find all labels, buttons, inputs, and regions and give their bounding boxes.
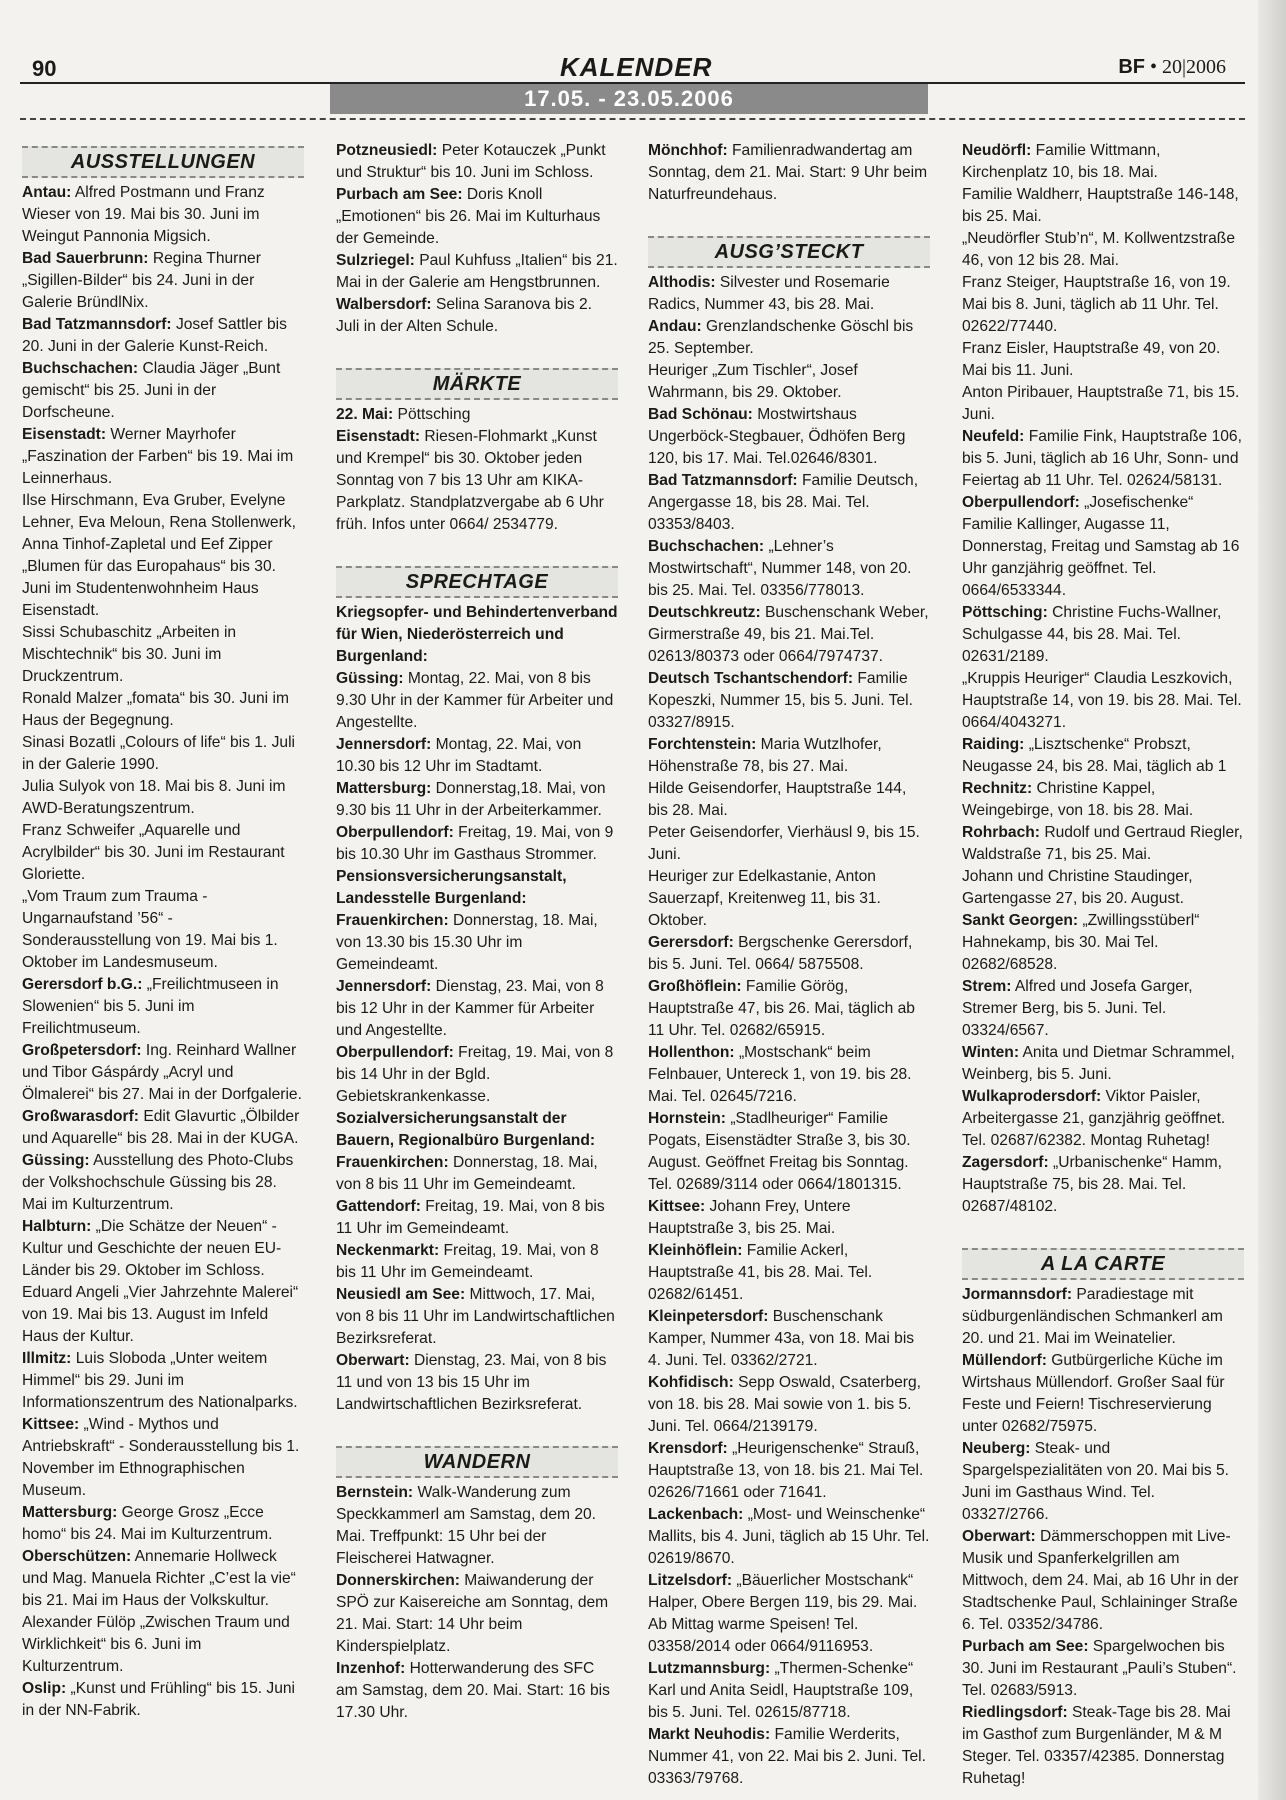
listing-text: „Kunst und Frühling“ bis 15. Juni in der NN-Fabrik. [22, 1680, 296, 1719]
listing-text: Donnerstag, 18. Mai, von 8 bis 11 Uhr im Gemeindeamt. [336, 1154, 598, 1193]
listing-text: Sepp Oswald, Csaterberg, von 18. bis 28. Mai sowie von 1. bis 5. Juni. Tel. 0664/2139179. [648, 1374, 921, 1435]
listing-entry [336, 184, 618, 250]
listing-entry [648, 1196, 930, 1240]
listing-text: Doris Knoll „Emotionen“ bis 26. Mai im Kulturhaus der Gemeinde. [336, 186, 601, 247]
listing-place: Lackenbach: [648, 1506, 744, 1523]
listing-text: Johann und Christine Staudinger, Gartengasse 27, bis 20. August. [962, 868, 1193, 907]
listing-entry [962, 1086, 1244, 1152]
listing-entry [648, 1042, 930, 1108]
listing-place: 22. Mai: [336, 406, 394, 423]
listing-place: Purbach am See: [962, 1638, 1089, 1655]
listing-entry [22, 732, 304, 776]
listing-text: Franz Steiger, Hauptstraße 16, von 19. Mai bis 8. Juni, täglich ab 11 Uhr. Tel. 02622/77440. [962, 274, 1231, 335]
listing-entry [962, 734, 1244, 778]
listing-entry [648, 316, 930, 360]
listing-entry [22, 358, 304, 424]
listing-entry [962, 778, 1244, 822]
listing-place: Oberwart: [336, 1352, 410, 1369]
listing-entry [648, 1724, 930, 1790]
listing-text: Josef Sattler bis 20. Juni in der Galerie Kunst-Reich. [22, 316, 287, 355]
listing-text: Spargelwochen bis 30. Juni im Restaurant „Pauli’s Stuben“. Tel. 02683/5913. [962, 1638, 1237, 1699]
listing-entry [648, 1504, 930, 1570]
listing-entry [648, 932, 930, 976]
column-4 [962, 140, 1244, 1790]
page-edge-shadow [1258, 0, 1286, 1800]
listing-place: Potzneusiedl: [336, 142, 438, 159]
listing-text: Familie Wittmann, Kirchenplatz 10, bis 18. Mai. [962, 142, 1161, 181]
publication-short: BF [1118, 56, 1145, 78]
listing-text: Sinasi Bozatli „Colours of life“ bis 1. Juli in der Galerie 1990. [22, 734, 295, 773]
listing-text: Eduard Angeli „Vier Jahrzehnte Malerei“ von 19. Mai bis 13. August im Infeld Haus der Kultur. [22, 1284, 299, 1345]
listing-place: Winten: [962, 1044, 1020, 1061]
listing-place: Oberwart: [962, 1528, 1036, 1545]
issue-number: • 20|2006 [1149, 56, 1226, 78]
listing-entry [962, 976, 1244, 1042]
listing-text: „Heurigenschenke“ Strauß, Hauptstraße 13, von 18. bis 21. Mai Tel. 02626/71661 oder 71641. [648, 1440, 924, 1501]
listing-entry [22, 424, 304, 490]
listing-entry [22, 490, 304, 622]
listing-text: Maiwanderung der SPÖ zur Kaisereiche am Sonntag, dem 21. Mai. Start: 14 Uhr beim Kinderspielplatz. [336, 1572, 609, 1655]
listing-text: Familie Kopeszki, Nummer 15, bis 5. Juni. Tel. 03327/8915. [648, 670, 913, 731]
listing-text: „Urbanischenke“ Hamm, Hauptstraße 75, bis 28. Mai. Tel. 02687/48102. [962, 1154, 1222, 1215]
listing-entry [962, 1350, 1244, 1438]
listing-place: Großpetersdorf: [22, 1042, 142, 1059]
listing-place: Kleinpetersdorf: [648, 1308, 769, 1325]
listing-text: „Josefischenke“ Familie Kallinger, Augasse 11, Donnerstag, Freitag und Samstag ab 16 Uhr ganzjährig geöffnet. Tel. 0664/6533344. [962, 494, 1240, 599]
listing-place: Donnerskirchen: [336, 1572, 460, 1589]
listing-entry [648, 1438, 930, 1504]
listing-entry [22, 182, 304, 248]
listing-place: Neudörfl: [962, 142, 1032, 159]
section-spacer [336, 1416, 618, 1440]
listing-entry [22, 1348, 304, 1414]
listing-place: Frauenkirchen: [336, 912, 449, 929]
listing-place: Buchschachen: [22, 360, 139, 377]
listing-place: Zagersdorf: [962, 1154, 1049, 1171]
listing-text: Montag, 22. Mai, von 8 bis 9.30 Uhr in der Kammer für Arbeiter und Angestellte. [336, 670, 614, 731]
listing-entry [22, 1502, 304, 1546]
listing-place: Buchschachen: [648, 538, 765, 555]
column-3 [648, 140, 930, 1790]
listing-text: Christine Kappel, Weingebirge, von 18. bis 28. Mai. [962, 780, 1194, 819]
listing-text: Heuriger zur Edelkastanie, Anton Sauerzapf, Kreitenweg 11, bis 31. Oktober. [648, 868, 881, 929]
listing-entry [336, 910, 618, 976]
listing-place: Deutschkreutz: [648, 604, 761, 621]
listing-place: Sulzriegel: [336, 252, 415, 269]
listing-place: Sankt Georgen: [962, 912, 1079, 929]
listing-entry [336, 1482, 618, 1570]
listing-entry [962, 1526, 1244, 1636]
listing-place: Oberpullendorf: [336, 824, 454, 841]
listing-entry [648, 602, 930, 668]
listing-text: Gutbürgerliche Küche im Wirtshaus Müllendorf. Großer Saal für Feste und Feiern! Tischreservierung unter 02682/75975. [962, 1352, 1225, 1435]
listing-entry [336, 1042, 618, 1108]
listing-text: Familie Deutsch, Angergasse 18, bis 28. Mai. Tel. 03353/8403. [648, 472, 919, 533]
listing-text: Paradiestage mit südburgenländischen Schmankerl am 20. und 21. Mai im Weinatelier. [962, 1286, 1223, 1347]
listing-place: Raiding: [962, 736, 1025, 753]
listing-text: Donnerstag,18. Mai, von 9.30 bis 11 Uhr in der Arbeiterkammer. [336, 780, 606, 819]
listing-place: Hollenthon: [648, 1044, 735, 1061]
listing-entry [22, 1216, 304, 1282]
listing-place: Markt Neuhodis: [648, 1726, 771, 1743]
listing-entry [22, 1106, 304, 1150]
listing-entry [962, 140, 1244, 184]
page-header [0, 0, 1286, 120]
listing-entry [336, 822, 618, 866]
listing-place: Großhöflein: [648, 978, 742, 995]
listing-place: Kohfidisch: [648, 1374, 734, 1391]
listing-text: „Most- und Weinschenke“ Mallits, bis 4. Juni, täglich ab 15 Uhr. Tel. 02619/8670. [648, 1506, 930, 1567]
listing-place: Rechnitz: [962, 780, 1033, 797]
listing-entry [962, 338, 1244, 382]
listing-text: Familie Fink, Hauptstraße 106, bis 5. Juni, täglich ab 16 Uhr, Sonn- und Feiertag ab 11 Uhr. Tel. 02624/58131. [962, 428, 1242, 489]
listing-place: Oslip: [22, 1680, 67, 1697]
section-spacer [336, 536, 618, 560]
subheading-text: Kriegsopfer- und Behindertenverband für Wien, Niederösterreich und Burgenland: [336, 604, 618, 665]
listing-place: Deutsch Tschantschendorf: [648, 670, 854, 687]
listing-entry [22, 1414, 304, 1502]
listing-text: „Neudörfler Stub’n“, M. Kollwentzstraße 46, von 12 bis 28. Mai. [962, 230, 1235, 269]
listing-text: Christine Fuchs-Wallner, Schulgasse 44, bis 28. Mai. Tel. 02631/2189. [962, 604, 1222, 665]
listing-entry [336, 1196, 618, 1240]
listing-entry [962, 1284, 1244, 1350]
listing-text: Viktor Paisler, Arbeitergasse 21, ganzjährig geöffnet. Tel. 02687/62382. Montag Ruhetag! [962, 1088, 1226, 1149]
listing-entry [22, 1150, 304, 1216]
listing-place: Oberpullendorf: [336, 1044, 454, 1061]
section-heading: WANDERN [336, 1446, 618, 1478]
listing-text: Steak-Tage bis 28. Mai im Gasthof zum Burgenländer, M & M Steger. Tel. 03357/42385. Donnerstag Ruhetag! [962, 1704, 1231, 1787]
listing-entry [648, 668, 930, 734]
listing-text: Luis Sloboda „Unter weitem Himmel“ bis 29. Juni im Informationszentrum des Nationalparks. [22, 1350, 298, 1411]
listing-entry [336, 294, 618, 338]
listing-entry [336, 976, 618, 1042]
listing-entry [22, 886, 304, 974]
listing-place: Lutzmannsburg: [648, 1660, 771, 1677]
listing-entry [22, 1040, 304, 1106]
listing-text: Walk-Wanderung zum Speckkammerl am Samstag, dem 20. Mai. Treffpunkt: 15 Uhr bei der Fleischerei Hatwagner. [336, 1484, 596, 1567]
listing-place: Neufeld: [962, 428, 1025, 445]
listing-text: „Die Schätze der Neuen“ - Kultur und Geschichte der neuen EU-Länder bis 29. Oktober im Schloss. [22, 1218, 282, 1279]
listing-entry [22, 1678, 304, 1722]
listing-text: „Lisztschenke“ Probszt, Neugasse 24, bis 28. Mai, täglich ab 1 [962, 736, 1227, 775]
listing-text: Ilse Hirschmann, Eva Gruber, Evelyne Lehner, Eva Meloun, Rena Stollenwerk, Anna Tinhof-Zapletal und Eef Zipper „Blumen für das Europahaus“ bis 30. Juni im Studentenwohnheim Haus Eisenstadt. [22, 492, 296, 619]
listing-text: Buschenschank Weber, Girmerstraße 49, bis 21. Mai.Tel. 02613/80373 oder 0664/7974737. [648, 604, 929, 665]
listing-text: George Grosz „Ecce homo“ bis 24. Mai im Kulturzentrum. [22, 1504, 273, 1543]
listing-place: Kleinhöflein: [648, 1242, 743, 1259]
listing-text: Mostwirtshaus Ungerböck-Stegbauer, Ödhöfen Berg 120, bis 17. Mai. Tel.02646/8301. [648, 406, 906, 467]
listing-entry [962, 910, 1244, 976]
listing-entry [336, 404, 618, 426]
listing-place: Oberpullendorf: [962, 494, 1080, 511]
listing-entry [336, 1284, 618, 1350]
listing-place: Bad Schönau: [648, 406, 753, 423]
listing-place: Andau: [648, 318, 702, 335]
listing-entry [648, 1570, 930, 1658]
listing-entry [336, 734, 618, 778]
listing-text: Claudia Jäger „Bunt gemischt“ bis 25. Juni in der Dorfscheune. [22, 360, 281, 421]
listing-text: Familie Waldherr, Hauptstraße 146-148, bis 25. Mai. [962, 186, 1239, 225]
page-number: 90 [32, 56, 57, 81]
listing-text: Paul Kuhfuss „Italien“ bis 21. Mai in der Galerie am Hengstbrunnen. [336, 252, 618, 291]
listing-text: Dienstag, 23. Mai, von 8 bis 11 und von 13 bis 15 Uhr im Landwirtschaftlichen Bezirksreferat. [336, 1352, 607, 1413]
listing-text: Familienradwandertag am Sonntag, dem 21. Mai. Start: 9 Uhr beim Naturfreundehaus. [648, 142, 928, 203]
listing-text: Buschenschank Kamper, Nummer 43a, von 18. Mai bis 4. Juni. Tel. 03362/2721. [648, 1308, 915, 1369]
section-spacer [336, 338, 618, 362]
listing-text: Johann Frey, Untere Hauptstraße 3, bis 25. Mai. [648, 1198, 851, 1237]
listing-place: Inzenhof: [336, 1660, 406, 1677]
listing-text: „Mostschank“ beim Felnbauer, Untereck 1, von 19. bis 28. Mai. Tel. 02645/7216. [648, 1044, 912, 1105]
listing-place: Mönchhof: [648, 142, 728, 159]
listing-place: Müllendorf: [962, 1352, 1047, 1369]
section-heading: A LA CARTE [962, 1248, 1244, 1280]
listing-entry [648, 1372, 930, 1438]
listing-entry [22, 314, 304, 358]
listing-text: Ing. Reinhard Wallner und Tibor Gáspárdy „Acryl und Ölmalerei“ bis 27. Mai in der Dorfgalerie. [22, 1042, 302, 1103]
section-heading: AUSG’STECKT [648, 236, 930, 268]
section-heading: SPRECHTAGE [336, 566, 618, 598]
listing-entry [648, 272, 930, 316]
listing-place: Wulkaprodersdorf: [962, 1088, 1102, 1105]
listing-text: „Vom Traum zum Trauma - Ungarnaufstand ’56“ - Sonderausstellung von 19. Mai bis 1. Oktober im Landesmuseum. [22, 888, 278, 971]
listing-entry [336, 426, 618, 536]
listing-text: „Lehner’s Mostwirtschaft“, Nummer 148, von 20. bis 25. Mai. Tel. 03356/778013. [648, 538, 912, 599]
issue-label [1118, 56, 1226, 79]
listing-entry [648, 822, 930, 866]
column-2 [336, 140, 618, 1724]
subheading-text: Sozialversicherungsanstalt der Bauern, Regionalbüro Burgenland: [336, 1110, 596, 1149]
listing-text: Peter Kotauczek „Punkt und Struktur“ bis 10. Juni im Schloss. [336, 142, 606, 181]
listing-text: Annemarie Hollweck und Mag. Manuela Richter „C’est la vie“ bis 21. Mai im Haus der Volkskultur. [22, 1548, 296, 1609]
listing-entry [648, 734, 930, 778]
listing-entry [22, 688, 304, 732]
listing-place: Althodis: [648, 274, 716, 291]
listing-place: Bad Sauerbrunn: [22, 250, 149, 267]
listing-entry [962, 822, 1244, 866]
listing-text: Hotterwanderung des SFC am Samstag, dem 20. Mai. Start: 16 bis 17.30 Uhr. [336, 1660, 610, 1721]
listing-place: Bad Tatzmannsdorf: [22, 316, 172, 333]
listing-entry [962, 1636, 1244, 1702]
listing-text: „Kruppis Heuriger“ Claudia Leszkovich, Hauptstraße 14, von 19. bis 28. Mai. Tel. 0664/4043271. [962, 670, 1242, 731]
listing-text: Anton Piribauer, Hauptstraße 71, bis 15. Juni. [962, 384, 1240, 423]
listing-text: „Freilichtmuseen in Slowenien“ bis 5. Juni im Freilichtmuseum. [22, 976, 279, 1037]
listing-entry [22, 1282, 304, 1348]
listing-entry [22, 622, 304, 688]
listing-text: Donnerstag, 18. Mai, von 13.30 bis 15.30 Uhr im Gemeindeamt. [336, 912, 598, 973]
listing-text: Pöttsching [397, 406, 471, 423]
listing-text: Selina Saranova bis 2. Juli in der Alten Schule. [336, 296, 592, 335]
listing-entry [648, 404, 930, 470]
listing-text: Ausstellung des Photo-Clubs der Volkshochschule Güssing bis 28. Mai im Kulturzentrum. [22, 1152, 294, 1213]
listing-entry [22, 1612, 304, 1678]
listing-place: Jennersdorf: [336, 978, 432, 995]
listing-entry [962, 866, 1244, 910]
listing-place: Illmitz: [22, 1350, 72, 1367]
listing-place: Mattersburg: [22, 1504, 118, 1521]
listing-text: Freitag, 19. Mai, von 9 bis 10.30 Uhr im Gasthaus Strommer. [336, 824, 614, 863]
listing-text: Grenzlandschenke Göschl bis 25. September. [648, 318, 914, 357]
listing-entry [962, 492, 1244, 602]
listing-entry [336, 1152, 618, 1196]
listing-place: Jennersdorf: [336, 736, 432, 753]
listing-place: Gerersdorf b.G.: [22, 976, 143, 993]
listing-place: Kittsee: [648, 1198, 706, 1215]
listing-entry [962, 1438, 1244, 1526]
listing-place: Forchtenstein: [648, 736, 757, 753]
listing-place: Neckenmarkt: [336, 1242, 440, 1259]
subheading [336, 1108, 618, 1152]
listing-place: Purbach am See: [336, 186, 463, 203]
listing-place: Großwarasdorf: [22, 1108, 139, 1125]
listing-entry [962, 184, 1244, 228]
listing-entry [962, 1042, 1244, 1086]
listing-entry [648, 360, 930, 404]
listing-place: Riedlingsdorf: [962, 1704, 1068, 1721]
listing-text: Montag, 22. Mai, von 10.30 bis 12 Uhr im Stadtamt. [336, 736, 582, 775]
listing-place: Bernstein: [336, 1484, 414, 1501]
listing-place: Pöttsching: [962, 604, 1048, 621]
listing-place: Güssing: [22, 1152, 90, 1169]
listing-place: Antau: [22, 184, 72, 201]
listing-text: Rudolf und Gertraud Riegler, Waldstraße 71, bis 25. Mai. [962, 824, 1243, 863]
listing-entry [962, 1702, 1244, 1790]
subheading [336, 866, 618, 910]
listing-entry [648, 976, 930, 1042]
listing-text: Freitag, 19. Mai, von 8 bis 14 Uhr in der Bgld. Gebietskrankenkasse. [336, 1044, 614, 1105]
section-spacer [648, 206, 930, 230]
listing-entry [962, 1152, 1244, 1218]
listing-entry [648, 1306, 930, 1372]
listing-entry [648, 140, 930, 206]
listing-text: Julia Sulyok von 18. Mai bis 8. Juni im AWD-Beratungszentrum. [22, 778, 286, 817]
subheading-text: Pensionsversicherungsanstalt, Landesstelle Burgenland: [336, 868, 567, 907]
listing-entry [648, 1658, 930, 1724]
listing-place: Hornstein: [648, 1110, 726, 1127]
header-dashed-rule [20, 118, 1245, 120]
section-title: KALENDER [560, 52, 713, 82]
listing-place: Litzelsdorf: [648, 1572, 733, 1589]
listing-entry [962, 382, 1244, 426]
listing-entry [22, 1546, 304, 1612]
listing-text: Edit Glavurtic „Ölbilder und Aquarelle“ bis 28. Mai in der KUGA. [22, 1108, 300, 1147]
listing-text: Ronald Malzer „fomata“ bis 30. Juni im Haus der Begegnung. [22, 690, 289, 729]
listing-entry [648, 866, 930, 932]
listing-place: Neuberg: [962, 1440, 1031, 1457]
listing-text: Dämmerschoppen mit Live-Musik und Spanferkelgrillen am Mittwoch, dem 24. Mai, ab 16 Uhr in der Stadtschenke Paul, Schlaininger Straße 6. Tel. 03352/34786. [962, 1528, 1239, 1633]
listing-entry [22, 248, 304, 314]
listing-place: Walbersdorf: [336, 296, 432, 313]
listing-place: Rohrbach: [962, 824, 1040, 841]
listing-text: Familie Werderits, Nummer 41, von 22. Mai bis 2. Juni. Tel. 03363/79768. [648, 1726, 926, 1787]
listing-text: Alfred Postmann und Franz Wieser von 19. Mai bis 30. Juni im Weingut Pannonia Migsich. [22, 184, 265, 245]
listing-place: Bad Tatzmannsdorf: [648, 472, 798, 489]
listing-text: Familie Görög, Hauptstraße 47, bis 26. Mai, täglich ab 11 Uhr. Tel. 02682/65915. [648, 978, 915, 1039]
listing-entry [962, 602, 1244, 668]
listing-text: Silvester und Rosemarie Radics, Nummer 43, bis 28. Mai. [648, 274, 890, 313]
listing-entry [648, 1240, 930, 1306]
listing-text: „Zwillingsstüberl“ Hahnekamp, bis 30. Mai Tel. 02682/68528. [962, 912, 1200, 973]
listing-entry [336, 140, 618, 184]
listing-text: Mittwoch, 17. Mai, von 8 bis 11 Uhr im Landwirtschaftlichen Bezirksreferat. [336, 1286, 615, 1347]
listing-entry [336, 1350, 618, 1416]
listing-entry [336, 668, 618, 734]
listing-place: Oberschützen: [22, 1548, 132, 1565]
listing-text: Alfred und Josefa Garger, Stremer Berg, bis 5. Juni. Tel. 03324/6567. [962, 978, 1193, 1039]
listing-text: Werner Mayrhofer „Faszination der Farben“ bis 19. Mai im Leinnerhaus. [22, 426, 294, 487]
listing-entry [336, 1570, 618, 1658]
listing-entry [336, 1658, 618, 1724]
listing-text: Steak- und Spargelspezialitäten von 20. Mai bis 5. Juni im Gasthaus Wind. Tel. 03327/2766. [962, 1440, 1229, 1523]
listing-entry [962, 272, 1244, 338]
listing-entry [648, 778, 930, 822]
listing-place: Halbturn: [22, 1218, 92, 1235]
listing-place: Eisenstadt: [336, 428, 421, 445]
listing-place: Güssing: [336, 670, 404, 687]
listing-entry [336, 250, 618, 294]
listing-place: Frauenkirchen: [336, 1154, 449, 1171]
listing-entry [22, 776, 304, 820]
listing-text: Regina Thurner „Sigillen-Bilder“ bis 24. Juni in der Galerie BründlNix. [22, 250, 261, 311]
listing-text: Sissi Schubaschitz „Arbeiten in Mischtechnik“ bis 30. Juni im Druckzentrum. [22, 624, 237, 685]
listing-text: Alexander Fülöp „Zwischen Traum und Wirklichkeit“ bis 6. Juni im Kulturzentrum. [22, 1614, 290, 1675]
listing-text: Maria Wutzlhofer, Höhenstraße 78, bis 27. Mai. [648, 736, 882, 775]
listing-place: Neusiedl am See: [336, 1286, 466, 1303]
listing-place: Gattendorf: [336, 1198, 421, 1215]
listing-text: „Stadlheuriger“ Familie Pogats, Eisenstädter Straße 3, bis 30. August. Geöffnet Freitag bis Sonntag. Tel. 02689/3114 oder 0664/1801315. [648, 1110, 911, 1193]
listing-place: Gerersdorf: [648, 934, 734, 951]
listing-place: Jormannsdorf: [962, 1286, 1073, 1303]
listing-place: Mattersburg: [336, 780, 432, 797]
listing-place: Krensdorf: [648, 1440, 728, 1457]
listing-place: Kittsee: [22, 1416, 80, 1433]
listing-text: Bergschenke Gerersdorf, bis 5. Juni. Tel. 0664/ 5875508. [648, 934, 913, 973]
listing-entry [336, 1240, 618, 1284]
section-spacer [962, 1218, 1244, 1242]
section-heading: MÄRKTE [336, 368, 618, 400]
listing-text: Hilde Geisendorfer, Hauptstraße 144, bis 28. Mai. [648, 780, 907, 819]
listing-text: Franz Eisler, Hauptstraße 49, von 20. Mai bis 11. Juni. [962, 340, 1221, 379]
listing-entry [962, 668, 1244, 734]
listing-text: Freitag, 19. Mai, von 8 bis 11 Uhr im Gemeindeamt. [336, 1198, 605, 1237]
listing-text: Peter Geisendorfer, Vierhäusl 9, bis 15. Juni. [648, 824, 920, 863]
date-range: 17.05. - 23.05.2006 [330, 84, 928, 114]
listing-place: Strem: [962, 978, 1012, 995]
listing-text: „Wind - Mythos und Antriebskraft“ - Sonderausstellung bis 1. November im Ethnographischen Museum. [22, 1416, 300, 1499]
listing-entry [962, 228, 1244, 272]
listing-text: Freitag, 19. Mai, von 8 bis 11 Uhr im Gemeindeamt. [336, 1242, 599, 1281]
listing-text: Franz Schweifer „Aquarelle und Acrylbilder“ bis 30. Juni im Restaurant Gloriette. [22, 822, 285, 883]
listing-entry [962, 426, 1244, 492]
listing-entry [648, 1108, 930, 1196]
listing-text: Familie Ackerl, Hauptstraße 41, bis 28. Mai. Tel. 02682/61451. [648, 1242, 873, 1303]
listing-entry [648, 470, 930, 536]
listing-text: Heuriger „Zum Tischler“, Josef Wahrmann, bis 29. Oktober. [648, 362, 858, 401]
section-heading: AUSSTELLUNGEN [22, 146, 304, 178]
subheading [336, 602, 618, 668]
listing-text: „Bäuerlicher Mostschank“ Halper, Obere Bergen 119, bis 29. Mai. Ab Mittag warme Speisen! Tel. 03358/2014 oder 0664/9116953. [648, 1572, 918, 1655]
listing-text: Anita und Dietmar Schrammel, Weinberg, bis 5. Juni. [962, 1044, 1235, 1083]
listing-text: Dienstag, 23. Mai, von 8 bis 12 Uhr in der Kammer für Arbeiter und Angestellte. [336, 978, 604, 1039]
listing-text: Riesen-Flohmarkt „Kunst und Krempel“ bis 30. Oktober jeden Sonntag von 7 bis 13 Uhr am KIKA-Parkplatz. Standplatzvergabe ab 6 Uhr früh. Infos unter 0664/ 2534779. [336, 428, 604, 533]
listing-entry [648, 536, 930, 602]
listing-entry [336, 778, 618, 822]
listing-text: „Thermen-Schenke“ Karl und Anita Seidl, Hauptstraße 109, bis 5. Juni. Tel. 02615/87718. [648, 1660, 914, 1721]
column-1 [22, 140, 304, 1722]
listing-place: Eisenstadt: [22, 426, 107, 443]
listing-entry [22, 820, 304, 886]
listing-entry [22, 974, 304, 1040]
